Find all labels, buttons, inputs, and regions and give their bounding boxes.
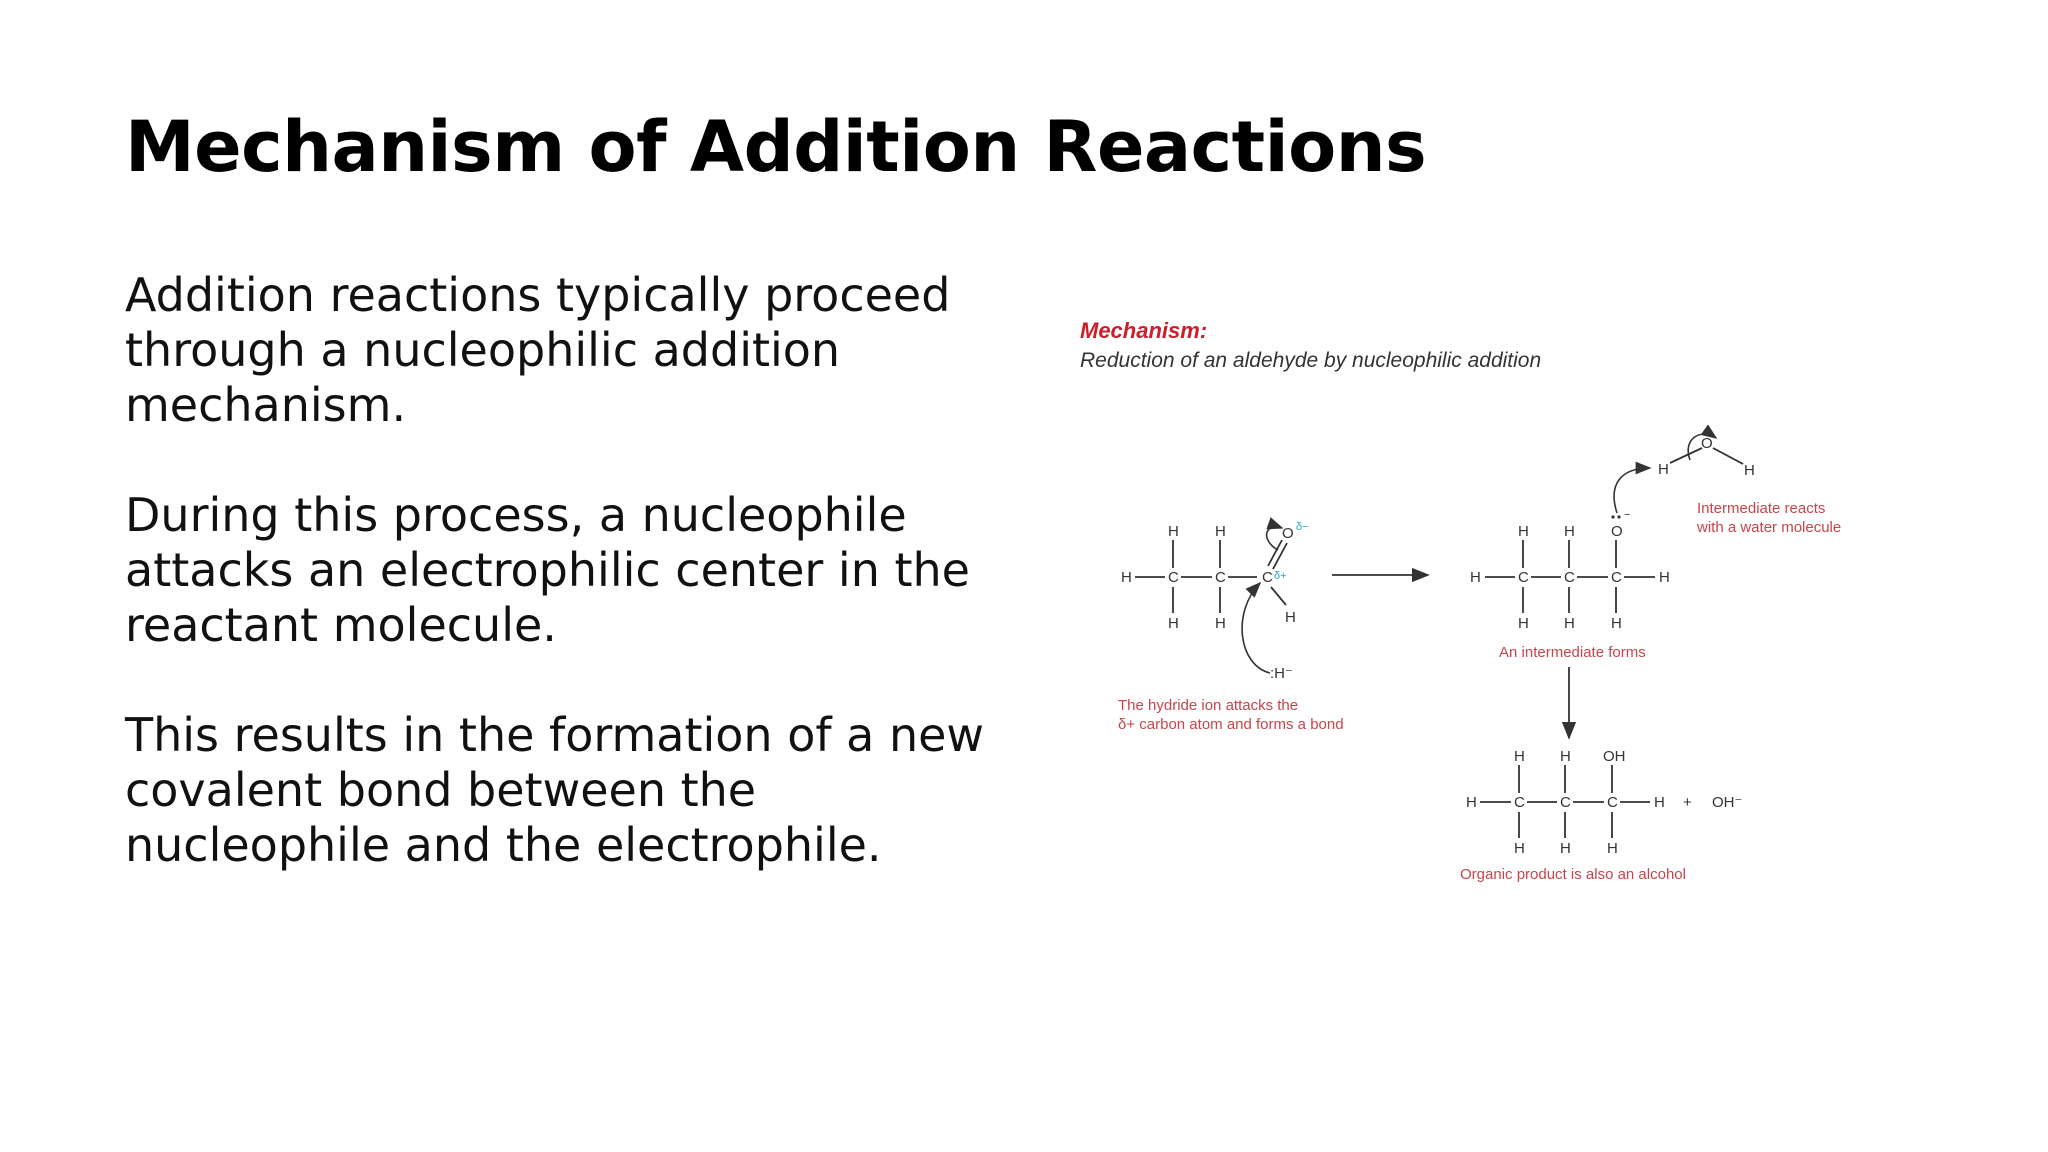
atom-h: H: [1744, 462, 1755, 479]
mechanism-diagram: [1060, 300, 1860, 920]
intermediate-alkoxide: [1470, 468, 1670, 632]
negative-charge: −: [1624, 509, 1631, 521]
water-note: Intermediate reacts: [1697, 500, 1826, 517]
plus-sign: +: [1683, 794, 1692, 811]
hydride-note: δ+ carbon atom and forms a bond: [1118, 716, 1344, 733]
atom-c: C: [1215, 569, 1226, 586]
atom-h: H: [1168, 615, 1179, 632]
electron-arrow: [1242, 583, 1270, 673]
electron-arrow: [1267, 527, 1282, 550]
atom-h: H: [1659, 569, 1670, 586]
atom-c: C: [1560, 794, 1571, 811]
paragraph-2: During this process, a nucleophile attacks an electrophilic center in the reactant molecule.: [125, 488, 970, 652]
delta-plus-label: δ+: [1274, 570, 1287, 582]
atom-h: H: [1518, 523, 1529, 540]
electron-arrow: [1614, 468, 1650, 513]
water-note: with a water molecule: [1697, 519, 1842, 536]
atom-h: H: [1560, 840, 1571, 857]
hydroxide-ion: OH⁻: [1712, 794, 1743, 811]
atom-h: H: [1285, 609, 1296, 626]
atom-h: H: [1564, 523, 1575, 540]
atom-h: H: [1607, 840, 1618, 857]
water-molecule: [1658, 434, 1755, 479]
atom-h: H: [1470, 569, 1481, 586]
atom-o: O: [1701, 435, 1713, 452]
paragraph-1: Addition reactions typically proceed through a nucleophilic addition mechanism.: [125, 268, 951, 432]
atom-h: H: [1514, 840, 1525, 857]
atom-h: H: [1654, 794, 1665, 811]
body-text: [125, 268, 1005, 928]
hydride-note: The hydride ion attacks the: [1118, 697, 1299, 714]
slide-title: Mechanism of Addition Reactions: [125, 106, 1427, 188]
atom-c: C: [1611, 569, 1622, 586]
atom-c: C: [1514, 794, 1525, 811]
atom-h: H: [1215, 523, 1226, 540]
product-note: Organic product is also an alcohol: [1460, 866, 1686, 883]
reactant-aldehyde: [1121, 521, 1309, 682]
atom-h: H: [1466, 794, 1477, 811]
atom-oh: OH: [1603, 748, 1626, 765]
atom-o: O: [1611, 523, 1623, 540]
atom-h: H: [1518, 615, 1529, 632]
atom-c: C: [1607, 794, 1618, 811]
atom-h: H: [1215, 615, 1226, 632]
atom-o: O: [1282, 525, 1294, 542]
atom-h: H: [1658, 461, 1669, 478]
hydride-ion: :H⁻: [1270, 665, 1293, 682]
diagram-heading: Mechanism:: [1080, 318, 1208, 343]
atom-h: H: [1564, 615, 1575, 632]
product-alcohol: [1466, 748, 1742, 857]
atom-h: H: [1121, 569, 1132, 586]
diagram-subheading: Reduction of an aldehyde by nucleophilic addition: [1080, 349, 1542, 372]
atom-c: C: [1168, 569, 1179, 586]
atom-c: C: [1564, 569, 1575, 586]
atom-h: H: [1611, 615, 1622, 632]
intermediate-note: An intermediate forms: [1499, 644, 1646, 661]
paragraph-3: This results in the formation of a new covalent bond between the nucleophile and the electrophile.: [125, 708, 985, 872]
atom-h: H: [1560, 748, 1571, 765]
atom-h: H: [1514, 748, 1525, 765]
atom-h: H: [1168, 523, 1179, 540]
atom-c: C: [1262, 569, 1273, 586]
delta-minus-label: δ−: [1296, 521, 1309, 533]
atom-c: C: [1518, 569, 1529, 586]
